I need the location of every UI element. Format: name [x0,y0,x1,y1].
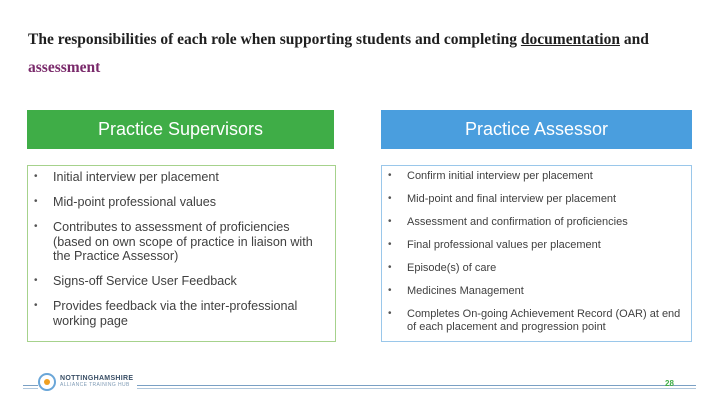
supervisor-list [28,170,328,339]
title-text: The responsibilities of each role when supporting students and completing [28,31,521,48]
practice-supervisors-header: Practice Supervisors [27,110,334,149]
list-item: • Medicines Management [382,285,687,298]
assessor-list [382,170,687,344]
list-item: • Mid-point and final interview per placement [382,193,687,206]
list-item: • Signs-off Service User Feedback [28,274,328,289]
slide-title [28,26,698,82]
list-item: • Mid-point professional values [28,195,328,210]
page-number: 28 [665,379,674,388]
title-text-2: and [619,31,649,48]
list-item: • Provides feedback via the inter-professional working page [28,299,328,328]
organisation-logo [38,373,137,391]
logo-main-text: NOTTINGHAMSHIRE [60,375,134,382]
list-item: • Assessment and confirmation of proficiencies [382,216,687,229]
title-accent-word: assessment [28,59,101,76]
list-item: • Confirm initial interview per placement [382,170,687,183]
list-item: • Initial interview per placement [28,170,328,185]
assessor-box [381,165,692,342]
list-item: • Final professional values per placement [382,239,687,252]
logo-sub-text: ALLIANCE TRAINING HUB [60,382,130,388]
practice-assessor-header: Practice Assessor [381,110,692,149]
title-underlined-word: documentation [520,31,620,48]
list-item: • Contributes to assessment of proficiencies (based on own scope of practice in liaison with the Practice Assessor) [28,220,328,264]
logo-mark-icon [38,373,56,391]
logo-text [60,375,133,389]
list-item: • Episode(s) of care [382,262,687,275]
supervisor-box [27,165,336,342]
list-item: • Completes On-going Achievement Record (OAR) at end of each placement and progression point [382,308,687,333]
